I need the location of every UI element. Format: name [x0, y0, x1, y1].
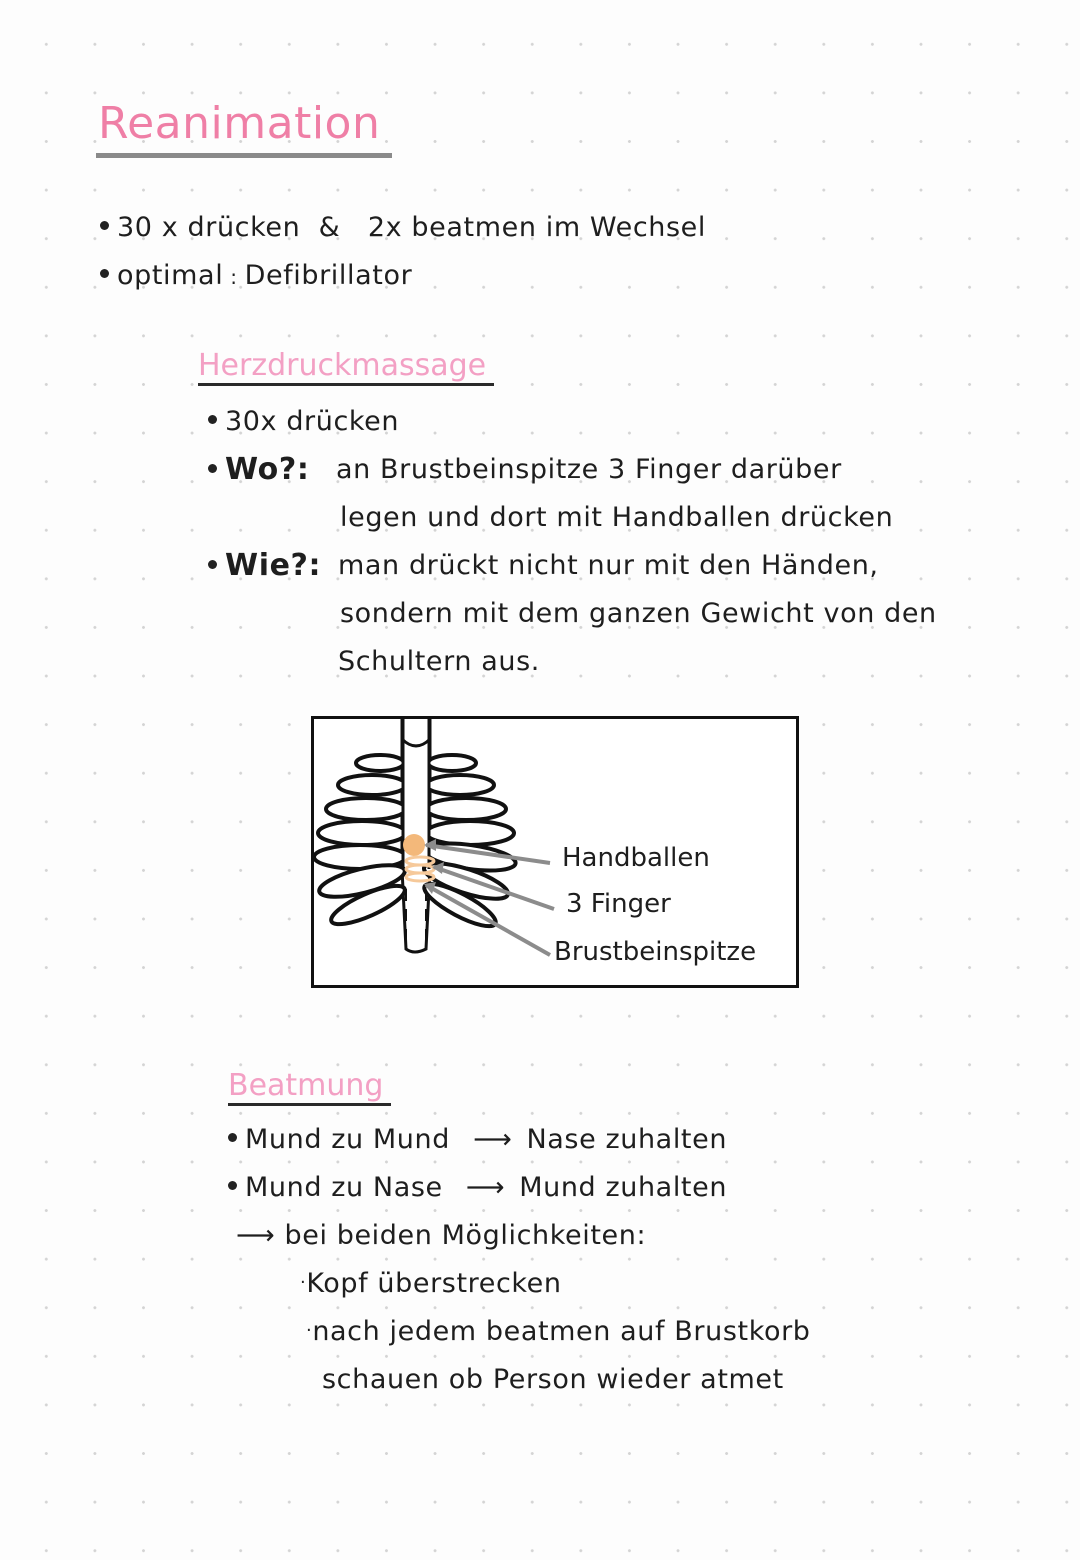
wie-line-3: Schultern aus. — [338, 646, 540, 677]
bullet-icon — [208, 464, 217, 473]
bullet-icon — [208, 560, 217, 569]
herz-wo-row — [208, 452, 309, 487]
beat-row-2 — [228, 1172, 727, 1203]
arrow-right-icon: ⟶ — [465, 1172, 506, 1203]
beat-row-5: ·nach jedem beatmen auf Brustkorb — [306, 1316, 811, 1347]
left-ribs — [314, 755, 409, 931]
intro-line-2: optimal : Defibrillator — [100, 260, 412, 291]
beat-row-1 — [228, 1124, 727, 1155]
label-handballen: Handballen — [562, 843, 710, 873]
intro-breathing: 2x beatmen im Wechsel — [367, 212, 706, 243]
beat-row-3 — [236, 1220, 646, 1251]
arrow-right-icon: ⟶ — [236, 1220, 276, 1251]
intro-defibrillator: Defibrillator — [244, 260, 413, 291]
close-nose: Nase zuhalten — [526, 1124, 728, 1155]
herz-item-1-text: 30x drücken — [225, 406, 400, 437]
beat-row-6: schauen ob Person wieder atmet — [322, 1364, 784, 1395]
bullet-icon — [100, 269, 109, 278]
herz-item-1 — [208, 406, 399, 437]
wie-label: Wie?: — [225, 548, 322, 583]
arrow-right-icon: ⟶ — [473, 1124, 513, 1155]
section-heading-herzdruckmassage: Herzdruckmassage — [198, 348, 494, 386]
wo-label: Wo?: — [225, 452, 310, 487]
check-chest: nach jedem beatmen auf Brustkorb — [312, 1316, 811, 1347]
handballen-marker — [403, 834, 425, 856]
label-3-finger: 3 Finger — [566, 889, 671, 919]
intro-pressing: 30 x drücken — [117, 212, 301, 243]
ribcage-figure — [311, 716, 799, 988]
mouth-to-mouth: Mund zu Mund — [245, 1124, 450, 1155]
beat-row-4: ·Kopf überstrecken — [300, 1268, 562, 1299]
both-options: bei beiden Möglichkeiten: — [284, 1220, 647, 1251]
close-mouth: Mund zuhalten — [519, 1172, 728, 1203]
intro-ampersand: & — [318, 212, 341, 243]
bullet-icon — [228, 1181, 237, 1190]
mouth-to-nose: Mund zu Nase — [245, 1172, 443, 1203]
wie-line-2: sondern mit dem ganzen Gewicht von den — [340, 598, 937, 629]
bullet-icon — [228, 1133, 237, 1142]
intro-line-1 — [100, 212, 706, 243]
intro-optimal: optimal — [117, 260, 224, 291]
page-title: Reanimation — [96, 98, 392, 158]
wie-line-1: man drückt nicht nur mit den Händen, — [338, 550, 879, 581]
wo-line-1: an Brustbeinspitze 3 Finger darüber — [336, 454, 842, 485]
head-tilt: Kopf überstrecken — [306, 1268, 562, 1299]
herz-wie-row — [208, 548, 321, 583]
bullet-icon — [100, 221, 109, 230]
section-heading-beatmung: Beatmung — [228, 1068, 391, 1106]
wo-line-2: legen und dort mit Handballen drücken — [340, 502, 894, 533]
bullet-icon — [208, 415, 217, 424]
label-brustbeinspitze: Brustbeinspitze — [554, 937, 757, 967]
